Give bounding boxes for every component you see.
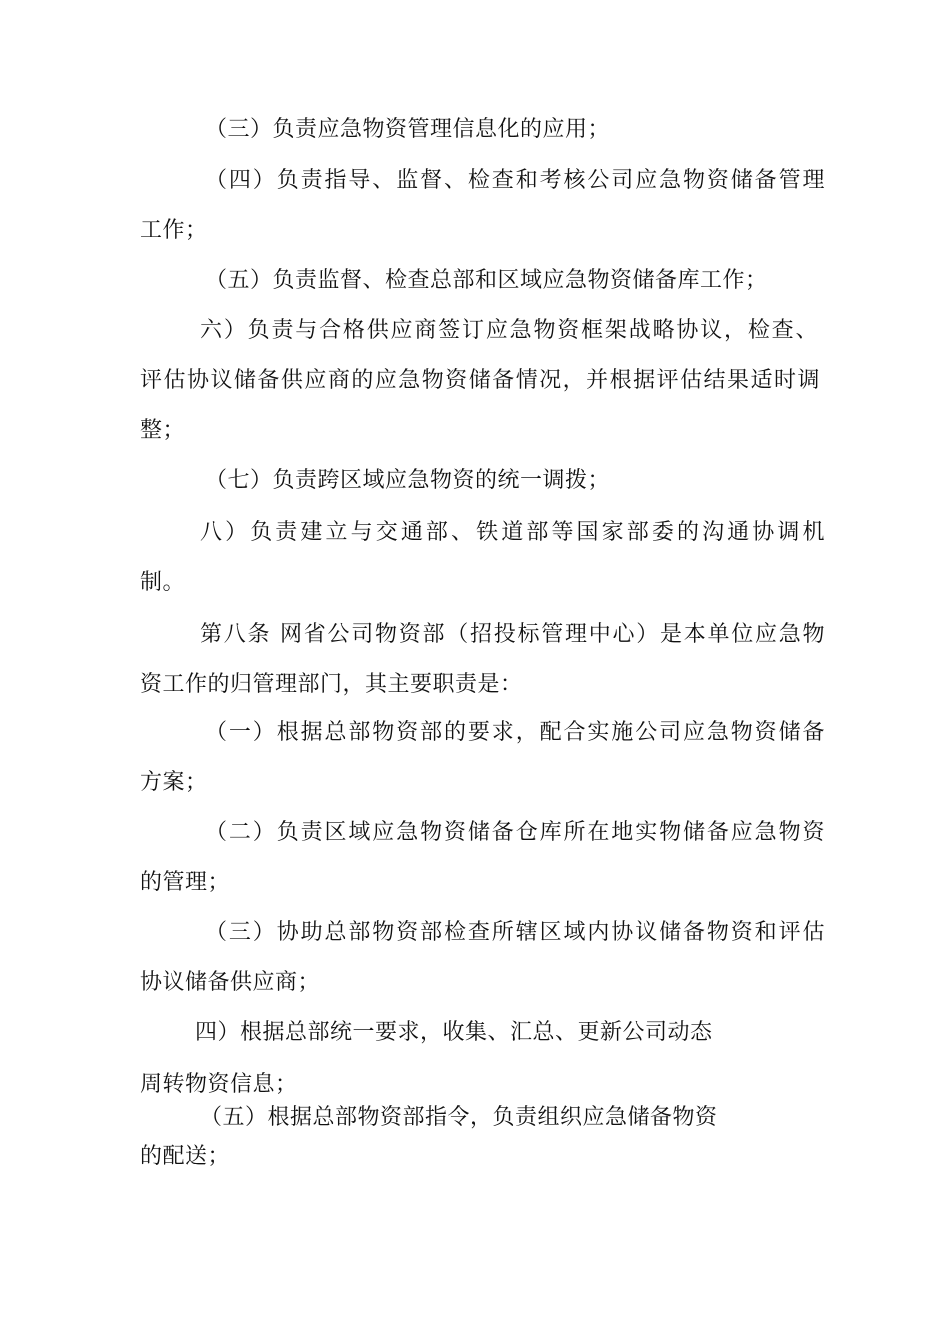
para-line: （五）负责监督、检查总部和区域应急物资储备库工作；	[205, 268, 768, 293]
para-line: 工作；	[140, 218, 208, 243]
para-line: 方案；	[140, 770, 208, 795]
para-line: 的配送；	[140, 1144, 231, 1169]
para-line: 四）根据总部统一要求，收集、汇总、更新公司动态	[195, 1020, 713, 1045]
para-line: 的管理；	[140, 870, 231, 895]
para-line: 评估协议储备供应商的应急物资储备情况，并根据评估结果适时调	[140, 368, 820, 393]
para-line: （七）负责跨区域应急物资的统一调拨；	[205, 468, 611, 493]
para-line: 资工作的归管理部门，其主要职责是：	[140, 672, 523, 697]
para-line: （四）负责指导、监督、检查和考核公司应急物资储备管理	[205, 168, 825, 193]
para-line: （二）负责区域应急物资储备仓库所在地实物储备应急物资	[205, 820, 825, 845]
para-line: 制。	[140, 570, 186, 595]
para-line: 第八条 网省公司物资部（招投标管理中心）是本单位应急物	[200, 622, 825, 647]
para-line: 六）负责与合格供应商签订应急物资框架战略协议，检查、	[200, 318, 818, 343]
para-line: 周转物资信息；	[140, 1072, 298, 1097]
para-line: （一）根据总部物资部的要求，配合实施公司应急物资储备	[205, 720, 825, 745]
para-line: 八）负责建立与交通部、铁道部等国家部委的沟通协调机	[200, 520, 825, 545]
para-line: 协议储备供应商；	[140, 970, 321, 995]
para-line: （三）协助总部物资部检查所辖区域内协议储备物资和评估	[205, 920, 825, 945]
para-line: （五）根据总部物资部指令，负责组织应急储备物资	[200, 1105, 718, 1130]
para-line: （三）负责应急物资管理信息化的应用；	[205, 117, 611, 142]
para-line: 整；	[140, 418, 186, 443]
